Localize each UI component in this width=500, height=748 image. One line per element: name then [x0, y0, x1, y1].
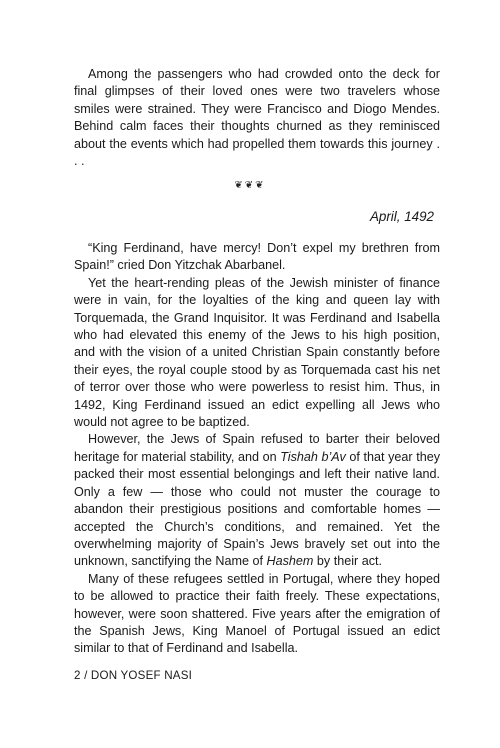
paragraph-1: “King Ferdinand, have mercy! Don’t expel my brethren from Spain!” cried Don Yitzchak Abarbanel. [74, 241, 440, 273]
tishah-bav-term: Tishah b’Av [280, 449, 346, 464]
intro-paragraph: Among the passengers who had crowded onto the deck for final glimpses of their loved ones were two travelers whose smiles were strained. They were Francisco and Diogo Mendes. Behind calm faces their thoughts churned as they reminisced about the events which had propelled them towards this journey . . . [74, 67, 440, 169]
paragraph-3-part-c: by their act. [313, 554, 383, 569]
section-divider-ornament: ❦❦❦ [234, 180, 266, 191]
paragraph-3 [74, 431, 440, 570]
paragraph-3-part-b: of that year they packed their most essential belongings and left their native land. Only a few — those who could not muster the courage to abandon their prestigious positions and comfortable homes — accepted the Church’s conditions, and remained. Yet the overwhelming majority of Spain’s Jews bravely set out into the unknown, sanctifying the Name of [74, 449, 441, 569]
paragraph-2: Yet the heart-rending pleas of the Jewish minister of finance were in vain, for the loyalties of the king and queen lay with Torquemada, the Grand Inquisitor. It was Ferdinand and Isabella who had elevated this enemy of the Jews to his high position, and with the vision of a united Christian Spain constantly before their eyes, the royal couple stood by as Torquemada cast his net of terror over those who were powerless to resist him. Thus, in 1492, King Ferdinand issued an edict expelling all Jews who would not agree to be baptized. [74, 275, 440, 430]
dateline: April, 1492 [369, 209, 434, 224]
hashem-term: Hashem [266, 554, 314, 569]
body-section [74, 240, 440, 658]
page-footer: 2 / DON YOSEF NASI [74, 669, 193, 682]
paragraph-4: Many of these refugees settled in Portugal, where they hoped to be allowed to practice their faith freely. These expectations, however, were soon shattered. Five years after the emigration of the Spanish Jews, King Manoel of Portugal issued an edict similar to that of Ferdinand and Isabella. [74, 571, 440, 656]
intro-section [74, 66, 440, 170]
paragraph-3-part-a: However, the Jews of Spain refused to barter their beloved heritage for material stability, and on [74, 432, 440, 464]
